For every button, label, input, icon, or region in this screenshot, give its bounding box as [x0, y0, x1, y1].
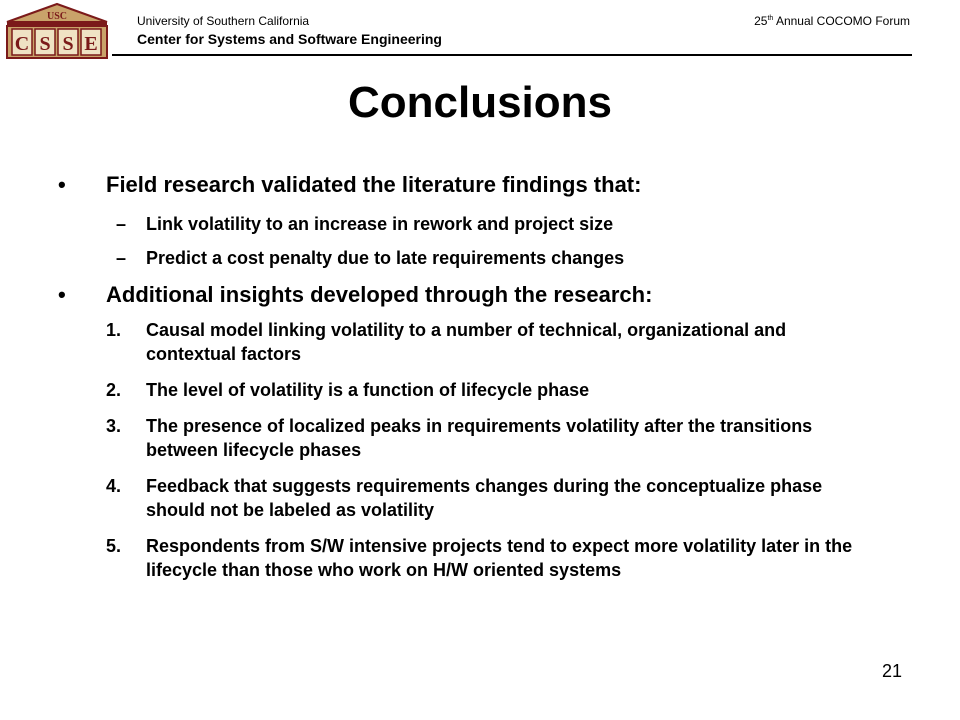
numbered-item-text: Respondents from S/W intensive projects tend to expect more volatility later in the lifecycle than those who work on H/W oriented systems	[146, 536, 853, 580]
sub-item-text: Link volatility to an increase in rework and project size	[146, 214, 614, 234]
bullet-mark: •	[58, 282, 66, 307]
numbered-item-2	[58, 378, 878, 402]
number-mark: 5.	[106, 536, 122, 556]
header-forum	[754, 14, 910, 28]
dash-mark: –	[116, 248, 127, 268]
bullet-text: Field research validated the literature findings that:	[106, 172, 642, 197]
page-number: 21	[881, 661, 902, 681]
logo-letter-s1: S	[39, 33, 51, 55]
forum-suffix: th	[767, 15, 774, 22]
bullet-text: Additional insights developed through the research:	[106, 282, 653, 307]
logo-letter-e: E	[84, 33, 98, 55]
usc-csse-logo	[4, 2, 110, 62]
number-mark: 1.	[106, 320, 122, 340]
logo-usc-text: USC	[46, 11, 68, 22]
logo-building-icon	[4, 2, 110, 62]
number-mark: 4.	[106, 476, 122, 496]
numbered-item-3	[58, 414, 878, 462]
forum-name: Annual COCOMO Forum	[773, 14, 910, 28]
number-mark: 2.	[106, 380, 122, 400]
dash-mark: –	[116, 214, 127, 234]
header-divider	[112, 54, 912, 56]
numbered-item-5	[58, 534, 878, 582]
number-mark: 3.	[106, 416, 122, 436]
header-center: Center for Systems and Software Engineering	[137, 31, 442, 47]
sub-item-link-volatility	[58, 212, 878, 236]
numbered-item-4	[58, 474, 878, 522]
numbered-item-text: The presence of localized peaks in requirements volatility after the transitions between lifecycle phases	[146, 416, 813, 460]
sub-item-text: Predict a cost penalty due to late requirements changes	[146, 248, 625, 268]
numbered-item-text: Feedback that suggests requirements changes during the conceptualize phase should not be labeled as volatility	[146, 476, 823, 520]
bullet-additional-insights	[58, 280, 878, 310]
bullet-field-research	[58, 170, 878, 200]
forum-number: 25	[754, 14, 768, 28]
numbered-item-text: The level of volatility is a function of lifecycle phase	[146, 380, 590, 400]
logo-letter-c: C	[14, 33, 30, 55]
numbered-item-text: Causal model linking volatility to a number of technical, organizational and contextual factors	[146, 320, 787, 364]
bullet-mark: •	[58, 172, 66, 197]
slide-title: Conclusions	[347, 78, 613, 127]
slide-content	[58, 170, 878, 594]
header-university: University of Southern California	[137, 14, 310, 28]
numbered-item-1	[58, 318, 878, 366]
logo-letter-s2: S	[62, 33, 74, 55]
sub-item-cost-penalty	[58, 246, 878, 270]
